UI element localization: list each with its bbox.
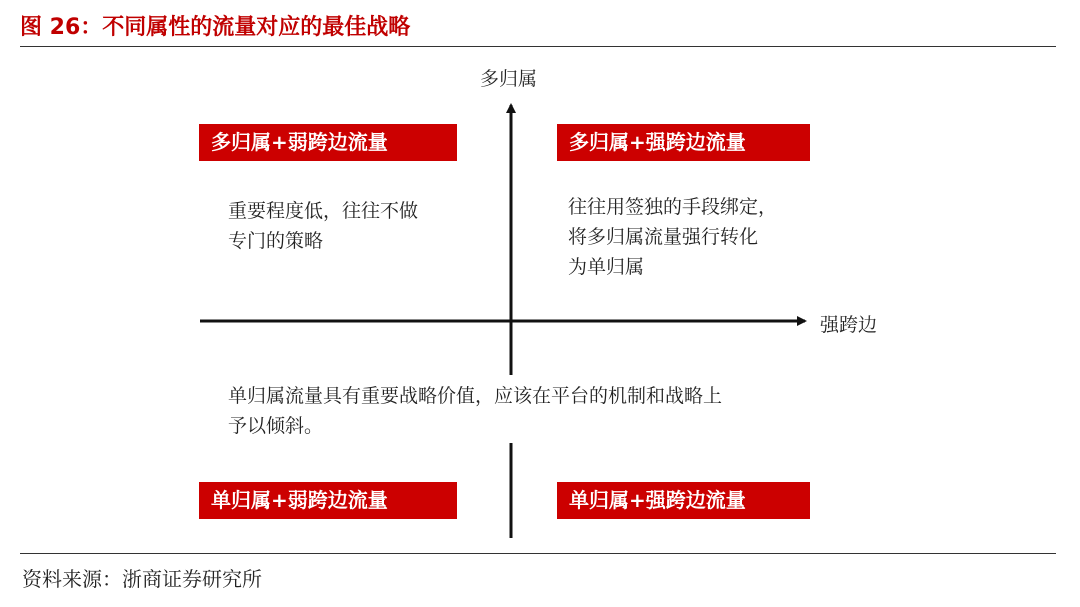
bottom-description <box>228 381 722 441</box>
bottom-divider <box>20 553 1056 554</box>
quadrant-top-left-description <box>228 196 418 256</box>
quadrant-top-right-description <box>568 192 777 282</box>
quadrant-top-right-label: 多归属+强跨边流量 <box>557 124 810 161</box>
quadrant-top-left-label: 多归属+弱跨边流量 <box>199 124 457 161</box>
description-line: 为单归属 <box>568 256 645 278</box>
x-axis-label: 强跨边 <box>820 314 878 336</box>
quadrant-bottom-right-label: 单归属+强跨边流量 <box>557 482 810 519</box>
description-line: 重要程度低，往往不做 <box>228 200 419 222</box>
description-line: 单归属流量具有重要战略价值，应该在平台的机制和战略上 <box>228 385 723 407</box>
description-line: 将多归属流量强行转化 <box>568 226 759 248</box>
source-note: 资料来源：浙商证券研究所 <box>22 567 262 591</box>
y-axis-label: 多归属 <box>480 68 538 90</box>
description-line: 专门的策略 <box>228 230 324 252</box>
quadrant-bottom-left-label: 单归属+弱跨边流量 <box>199 482 457 519</box>
figure-title: 图 26：不同属性的流量对应的最佳战略 <box>20 15 411 40</box>
description-line: 予以倾斜。 <box>228 415 324 437</box>
description-line: 往往用签独的手段绑定， <box>568 196 778 218</box>
